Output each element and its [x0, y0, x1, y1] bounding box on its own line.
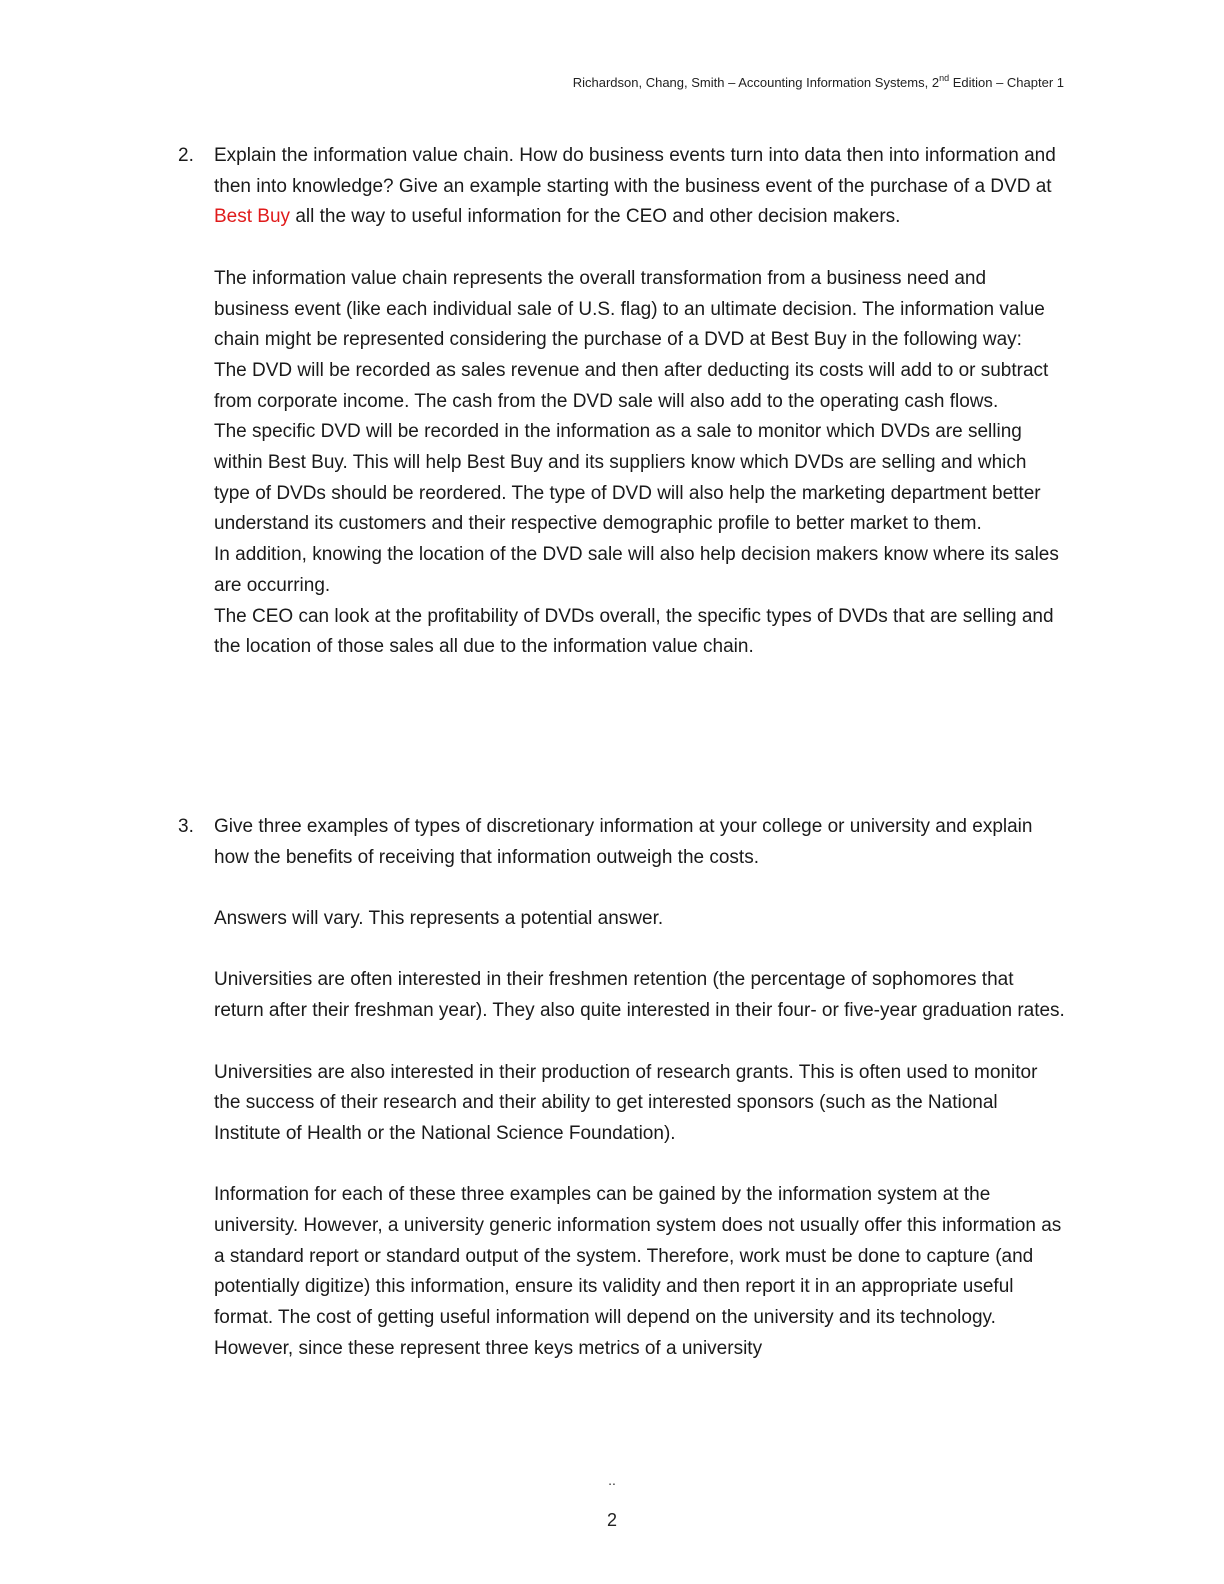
question-3-body: [214, 812, 1066, 1365]
q3-answer-paragraph: Universities are often interested in their freshmen retention (the percentage of sophomores that return after their freshman year). They also quite interested in their four- or five-year graduation rates.: [214, 969, 1065, 1022]
question-2-body: [214, 141, 1066, 663]
q2-answer-paragraph: The DVD will be recorded as sales revenue and then after deducting its costs will add to or subtract from corporate income. The cash from the DVD sale will also add to the operating cash flows.: [214, 359, 1049, 412]
q2-answer-paragraph: The CEO can look at the profitability of DVDs overall, the specific types of DVDs that are selling and the location of those sales all due to the information value chain.: [214, 605, 1054, 658]
question-3-number: 3.: [178, 816, 194, 837]
question-2-text: [214, 141, 1066, 233]
question-2-number: 2.: [178, 145, 194, 166]
q3-answer-paragraph: Answers will vary. This represents a potential answer.: [214, 908, 664, 930]
q3-answer-paragraph: Information for each of these three examples can be gained by the information system at the university. However, a university generic information system does not usually offer this information as a standard report or standard output of the system. Therefore, work must be done to capture (and potentially digitize) this information, ensure its validity and then report it in an appropriate useful format. The cost of getting useful information will depend on the university and its technology. However, since these represent three keys metrics of a university: [214, 1184, 1062, 1359]
question-3-text: Give three examples of types of discretionary information at your college or university and explain how the benefits of receiving that information outweigh the costs.: [214, 816, 1033, 868]
question-2-text-part1: Explain the information value chain. How do business events turn into data then into information and then into knowledge? Give an example starting with the business event of the purchase of a DVD at: [214, 145, 1056, 197]
best-buy-highlight: Best Buy: [214, 206, 291, 228]
q2-answer-paragraph: In addition, knowing the location of the DVD sale will also help decision makers know where its sales are occurring.: [214, 544, 1059, 596]
header-superscript: nd: [939, 72, 950, 83]
header-text-post: Edition – Chapter 1: [949, 75, 1064, 90]
header-text-pre: Richardson, Chang, Smith – Accounting Information Systems, 2: [572, 75, 940, 90]
q3-answer-paragraph: Universities are also interested in their production of research grants. This is often used to monitor the success of their research and their ability to get interested sponsors (such as the National Institute of Health or the National Science Foundation).: [214, 1061, 1038, 1144]
question-2-text-part2: all the way to useful information for the CEO and other decision makers.: [290, 206, 901, 228]
page-number: 2: [606, 1510, 617, 1530]
footer-dots: ..: [608, 1472, 616, 1488]
running-header: [573, 74, 1064, 92]
q2-answer-paragraph: The information value chain represents the overall transformation from a business need and business event (like each individual sale of U.S. flag) to an ultimate decision. The information value chain might be represented considering the purchase of a DVD at Best Buy in the following way:: [214, 267, 1045, 351]
q2-answer-paragraph: The specific DVD will be recorded in the information as a sale to monitor which DVDs are selling within Best Buy. This will help Best Buy and its suppliers know which DVDs are selling and which type of DVDs should be reordered. The type of DVD will also help the marketing department better understand its customers and their respective demographic profile to better market to them.: [214, 421, 1041, 535]
